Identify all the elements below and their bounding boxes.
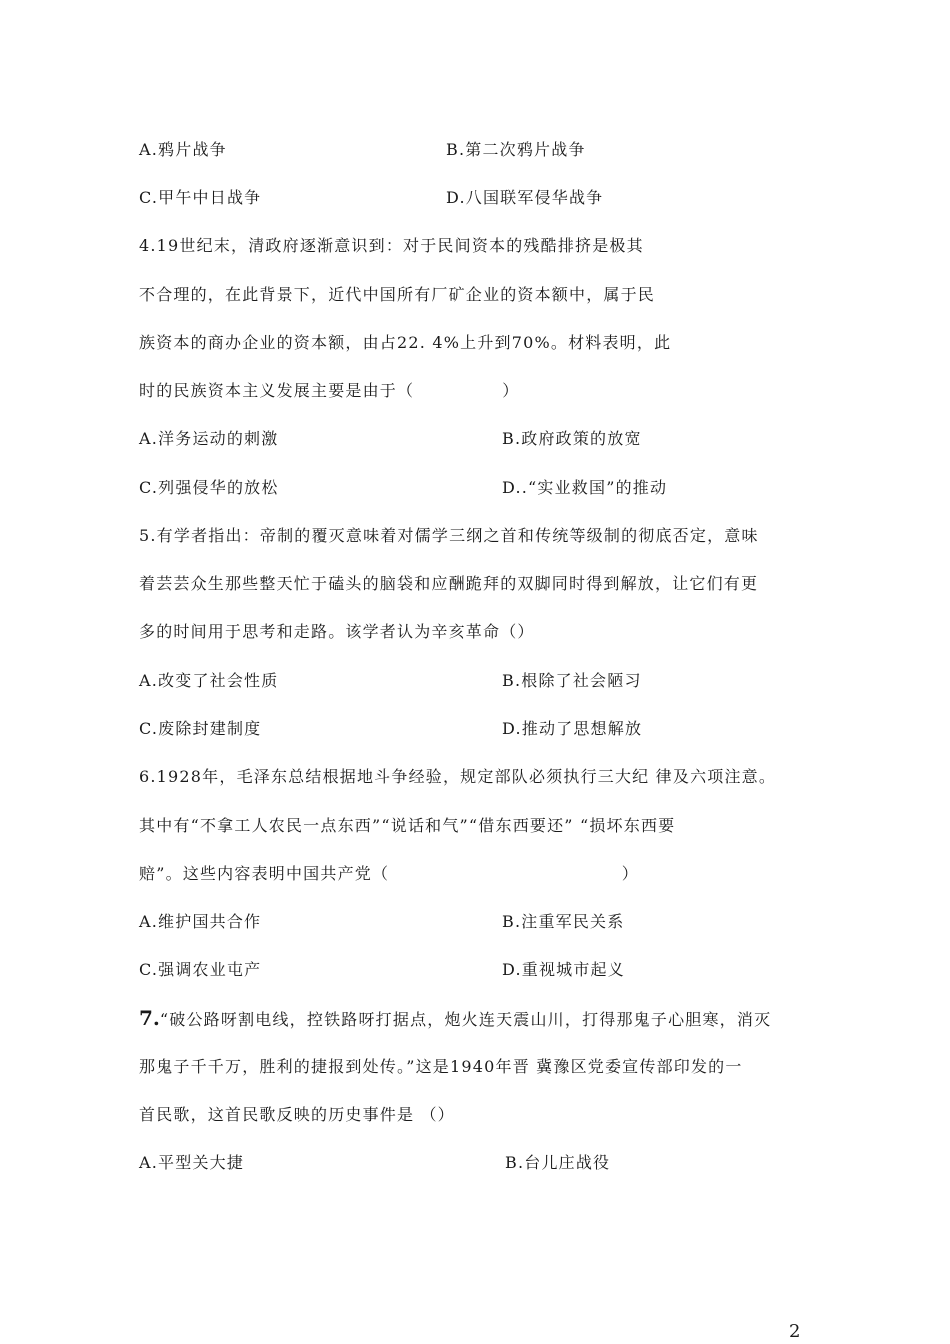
q7-stem-line-3: 首民歌，这首民歌反映的历史事件是 （）: [139, 1105, 455, 1124]
q5-stem-line-3: 多的时间用于思考和走路。该学者认为辛亥革命（）: [139, 622, 535, 641]
q4-stem-line-3: 族资本的商办企业的资本额，由占22. 4%上升到70%。材料表明，此: [139, 333, 672, 352]
page-number: 2: [789, 1321, 801, 1342]
q6-stem-line-3: 赔”。这些内容表明中国共产党（ ）: [139, 864, 639, 883]
q6-stem-line-2: 其中有“不拿工人农民一点东西”“说话和气”“借东西要还” “损坏东西要: [139, 816, 676, 835]
q4-option-a: A.洋务运动的刺激: [139, 429, 279, 448]
q4-option-c: C.列强侵华的放松: [139, 478, 279, 497]
q7-number: 7.: [139, 1006, 160, 1030]
q7-option-b: B.台儿庄战役: [505, 1153, 611, 1172]
q4-stem-line-4: 时的民族资本主义发展主要是由于（ ）: [139, 381, 520, 400]
q5-stem-line-1: 5.有学者指出：帝制的覆灭意味着对儒学三纲之首和传统等级制的彻底否定，意味: [139, 526, 759, 545]
q6-option-a: A.维护国共合作: [139, 912, 262, 931]
q7-stem-line-1-text: “破公路呀割电线，控铁路呀打据点，炮火连天震山川，打得那鬼子心胆寒，消灭: [159, 1010, 772, 1029]
q4-option-b: B.政府政策的放宽: [502, 429, 642, 448]
q5-option-b: B.根除了社会陋习: [502, 671, 642, 690]
q4-option-d: D..“实业救国”的推动: [502, 478, 668, 497]
q5-option-c: C.废除封建制度: [139, 719, 262, 738]
q7-option-a: A.平型关大捷: [139, 1153, 245, 1172]
q4-stem-line-2: 不合理的，在此背景下，近代中国所有厂矿企业的资本额中，属于民: [139, 285, 656, 304]
q6-stem-line-1: 6.1928年，毛泽东总结根据地斗争经验，规定部队必须执行三大纪 律及六项注意。: [139, 767, 777, 786]
q5-option-d: D.推动了思想解放: [502, 719, 643, 738]
q3-option-b: B.第二次鸦片战争: [446, 140, 586, 159]
q6-option-c: C.强调农业屯产: [139, 960, 262, 979]
q4-stem-line-1: 4.19世纪末，清政府逐渐意识到：对于民间资本的残酷排挤是极其: [139, 236, 644, 255]
q5-stem-line-2: 着芸芸众生那些整天忙于磕头的脑袋和应酬跪拜的双脚同时得到解放，让它们有更: [139, 574, 759, 593]
q7-stem-line-2: 那鬼子千千万，胜利的捷报到处传。”这是1940年晋 冀豫区党委宣传部印发的一: [139, 1057, 743, 1076]
q6-option-b: B.注重军民关系: [502, 912, 625, 931]
q5-option-a: A.改变了社会性质: [139, 671, 279, 690]
q7-stem-line-1: [139, 1008, 771, 1030]
q3-option-d: D.八国联军侵华战争: [446, 188, 604, 207]
q6-option-d: D.重视城市起义: [502, 960, 625, 979]
q3-option-c: C.甲午中日战争: [139, 188, 262, 207]
q3-option-a: A.鸦片战争: [139, 140, 227, 159]
